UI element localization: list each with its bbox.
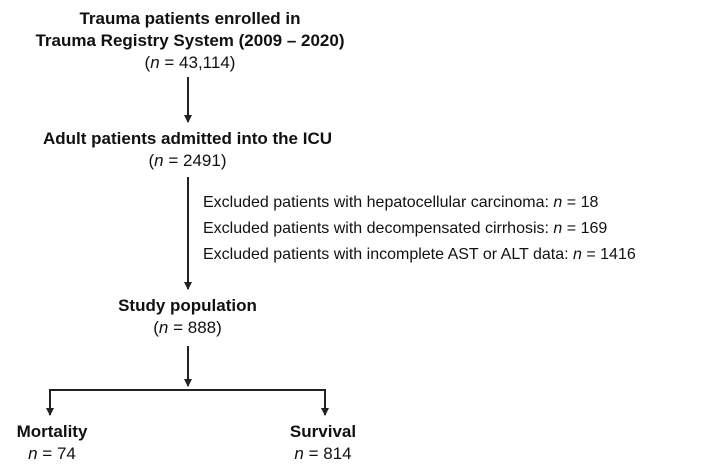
icu-count-value: 2491 xyxy=(183,151,221,170)
n-symbol: n xyxy=(553,194,563,211)
exclusion-label: Excluded patients with decompensated cirrhosis: xyxy=(203,220,549,237)
study-count-value: 888 xyxy=(187,318,217,337)
n-symbol: n xyxy=(294,444,304,463)
registry-title-line1: Trauma patients enrolled in xyxy=(79,9,301,28)
survival-title: Survival xyxy=(289,422,357,441)
exclusion-item: Excluded patients with incomplete AST or ALT data: n = 1416 xyxy=(203,246,636,263)
n-symbol: n xyxy=(553,220,563,237)
n-symbol: n xyxy=(158,318,169,337)
mortality-count-value: 74 xyxy=(56,444,76,463)
icu-title: Adult patients admitted into the ICU xyxy=(43,129,332,148)
mortality-count: n = 74 xyxy=(28,444,76,463)
icu-count: (n = 2491) xyxy=(148,151,227,170)
n-symbol: n xyxy=(28,444,38,463)
exclusion-count: 18 xyxy=(580,194,599,211)
exclusion-count: 169 xyxy=(580,220,608,237)
n-symbol: n xyxy=(573,246,582,263)
study-count: (n = 888) xyxy=(153,318,222,337)
n-symbol: n xyxy=(150,53,160,72)
registry-count-value: 43,114 xyxy=(179,53,230,72)
survival-count: n = 814 xyxy=(294,444,352,463)
exclusion-item: Excluded patients with decompensated cirrhosis: n = 169 xyxy=(203,220,608,237)
exclusion-label: Excluded patients with incomplete AST or ALT data: xyxy=(203,246,569,263)
mortality-title: Mortality xyxy=(16,422,88,441)
n-symbol: n xyxy=(154,151,164,170)
registry-count: (n = 43,114) xyxy=(144,53,236,72)
exclusion-item: Excluded patients with hepatocellular carcinoma: n = 18 xyxy=(203,194,599,211)
study-title: Study population xyxy=(118,296,257,315)
exclusion-count: 1416 xyxy=(600,246,636,263)
registry-title-line2: Trauma Registry System (2009 – 2020) xyxy=(35,31,345,50)
survival-count-value: 814 xyxy=(323,444,352,463)
exclusion-label: Excluded patients with hepatocellular carcinoma: xyxy=(203,194,549,211)
